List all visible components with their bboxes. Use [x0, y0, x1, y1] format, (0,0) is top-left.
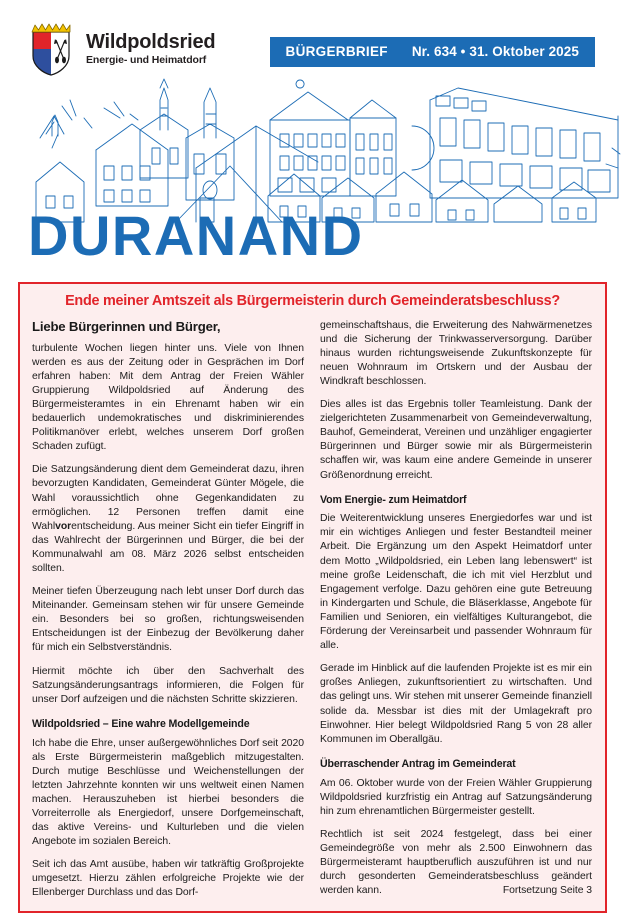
article-column-right: [320, 319, 592, 901]
lead-article-box: [18, 282, 607, 913]
village-skyline-illustration: [0, 78, 625, 223]
paragraph: Dies alles ist das Ergebnis toller Teamleistung. Dank der zielgerichteten Zusammenarbeit von Gemeindeverwaltung, Bauhof, Gemeinderat, Vereinen und unzähliger engagierter Bürgerinnen und Bürger sowie mir als Bürgermeisterin schaffen wir, was kaum eine andere Gemeinde in unserer Größenordnung erreicht.: [320, 399, 592, 481]
article-column-left: [32, 319, 304, 901]
continuation-note: Fortsetzung Seite 3: [502, 885, 592, 897]
paragraph: Die Weiterentwicklung unseres Energiedorfes war und ist mir ein wichtiges Anliegen und fester Bestandteil meiner Arbeit. Die Ergänzung um den Aspekt Heimatdorf unter dem Motto „Wildpoldsried, ein Leben lang lebenswert“ ist meine große Leidenschaft, die ich mit viel Herzblut und Engagement verfolge. Dazu gehören eine gute Betreuung in Kindergarten und Schule, die Bläserklasse, Angebote für Familien und Senioren, ein vielfältiges Kulturangebot, die Förderung der Vereinsarbeit und passender Wohnraum für alle.: [320, 513, 592, 652]
paragraph: [320, 828, 592, 898]
paragraph-text-part: Rechtlich ist seit 2024 festgelegt, dass bei einer Gemeindegröße von mehr als 2.500 Einwohnern das Bürgermeisteramt hauptberuflich auszuführen ist und nur durch gesonderten Gemeinderatsbeschluss geändert werden kann.: [320, 828, 592, 897]
paragraph-text-part: entscheidung. Aus meiner Sicht ein tiefer Eingriff in das Wahlrecht der Bürgerinnen und Bürger, die bei der Kommunalwahl am 08. März 2026 selbst entscheiden sollten.: [32, 520, 304, 574]
paragraph: gemeinschaftshaus, die Erweiterung des Nahwärmenetzes und die Sicherung der Trinkwasserversorgung. Darüber hinaus wurden richtungsweisende Zukunftskonzepte für neuen Wohnraum im Ortskern und der Ausbau der Windkraft beschlossen.: [320, 319, 592, 387]
municipality-name: Wildpoldsried: [86, 30, 216, 53]
article-headline: Ende meiner Amtszeit als Bürgermeisterin durch Gemeinderatsbeschluss?: [65, 293, 560, 309]
coat-of-arms-icon: [30, 22, 72, 76]
paragraph: Meiner tiefen Überzeugung nach lebt unser Dorf durch das Miteinander. Gemeinsam stehen wir für unsere Gemeinde ein. Besonders bei so großen, richtungsweisenden Entscheidungen ist der Einbezug der Bevölkerung daher für mich ein Selbstverständnis.: [32, 586, 304, 654]
article-subheading: Vom Energie- zum Heimatdorf: [320, 493, 467, 506]
paragraph: [32, 463, 304, 576]
publication-label: BÜRGERBRIEF: [285, 44, 388, 59]
municipality-tagline: Energie- und Heimatdorf: [86, 53, 207, 66]
municipality-wordmark: [86, 32, 215, 66]
issue-banner: [270, 37, 595, 67]
masthead: [0, 0, 625, 270]
paragraph: Gerade im Hinblick auf die laufenden Projekte ist es mir ein großes Anliegen, zukunftsorientiert zu wirtschaften. Und das gelingt uns. Wir stehen mit unserer Gemeinde finanziell solide da. Messbar ist dies mit der Umlagekraft pro Einwohner. Hier belegt Wildpoldsried Rang 5 von 28 aller Kommunen im Oberallgäu.: [320, 663, 592, 745]
article-subheading: Wildpoldsried – Eine wahre Modellgemeinde: [32, 717, 250, 730]
article-greeting: Liebe Bürgerinnen und Bürger,: [32, 318, 221, 334]
paragraph: Seit ich das Amt ausübe, haben wir tatkräftig Großprojekte umgesetzt. Hierzu zählen erfolgreiche Projekte wie der Ellenberger Durchlass und das Dorf-: [32, 859, 304, 899]
paragraph: turbulente Wochen liegen hinter uns. Viele von Ihnen werden es aus der Zeitung oder in Gesprächen im Dorf erfahren haben: Mit dem Antrag der Freien Wähler Gruppierung Wildpoldsried auf Änderung des Bürgermeisteramtes in ein Ehrenamt haben wir ein bedauerlich undemokratisches und diskriminierendes Politikmanöver erlebt, welches unserem Dorf großen Schaden zufügt.: [32, 342, 304, 453]
masthead-top-row: [0, 0, 625, 76]
article-columns: [32, 319, 593, 901]
paragraph-text-part: Die Satzungsänderung dient dem Gemeinderat dazu, ihren bevorzugten Kandidaten, Gemeinderat Günter Mögele, die Wahl voraussichtlich ohne Gegenkandidaten zu ermöglichen. 12 Personen treffen damit eine Wahl: [32, 464, 304, 532]
paragraph: Hiermit möchte ich über den Sachverhalt des Satzungsänderungsantrags informieren, die Folgen für unser Dorf aufzeigen und die nächsten Schritte skizzieren.: [32, 665, 304, 705]
emphasis-vor: vor: [55, 520, 72, 532]
paragraph: Ich habe die Ehre, unser außergewöhnliches Dorf seit 2020 als Erste Bürgermeisterin maßgeblich mitzugestalten. Durch mutige Beschlüsse und Weichenstellungen der letzten Jahrzehnte konnten wir uns weltweit einen Namen machen. Herauszuheben ist hierbei besonders die Vorreiterrolle als Energiedorf, unsere Dorfgemeinschaft, das aktive Vereins- und Kulturleben und die vielen Angebote im sozialen Bereich.: [32, 737, 304, 848]
page-title: DURANAND: [28, 204, 364, 267]
article-subheading: Überraschender Antrag im Gemeinderat: [320, 757, 516, 770]
paragraph: Am 06. Oktober wurde von der Freien Wähler Gruppierung Wildpoldsried kurzfristig ein Antrag auf Satzungsänderung hin zum ehrenamtlichen Bürgermeister gestellt.: [320, 777, 592, 817]
issue-number-and-date: Nr. 634 • 31. Oktober 2025: [411, 44, 579, 59]
